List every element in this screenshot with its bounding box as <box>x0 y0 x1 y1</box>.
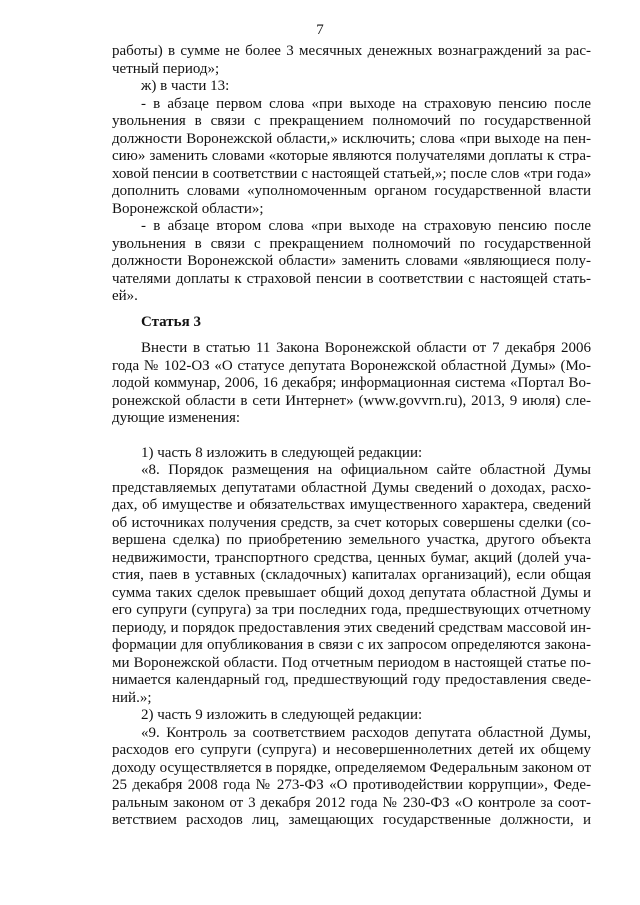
text-line: должности Воронежской области,» исключить; слова «при выходе на пен- <box>112 130 591 147</box>
text-line: ральным законом от 3 декабря 2012 года № 230-ФЗ «О контроле за соот- <box>112 794 591 811</box>
text-line: недвижимости, транспортного средства, ценных бумаг, акций (долей уча- <box>112 549 591 566</box>
text-line: представляемых депутатами областной Думы сведений о доходах, расхо- <box>112 479 591 496</box>
section-intro <box>112 340 591 428</box>
article-heading: Статья 3 <box>141 313 201 330</box>
text-line: стия, паев в уставных (складочных) капиталах организаций), если общая <box>112 567 591 583</box>
text-line: об источниках получения средств, за счет которых совершены сделки (со- <box>112 514 591 531</box>
text-line: ми Воронежской области. Под отчетным периодом в настоящей статье по- <box>112 654 591 671</box>
text-line: лодой коммунар, 2006, 16 декабря; информационная система «Портал Во- <box>112 375 591 391</box>
paragraph-gap <box>112 428 591 445</box>
text-line: 25 декабря 2008 года № 273-ФЗ «О противодействии коррупции», Феде- <box>112 777 591 793</box>
text-line: 2) часть 9 изложить в следующей редакции: <box>141 707 423 723</box>
text-line: ей». <box>112 288 138 304</box>
text-line: года № 102-ОЗ «О статусе депутата Воронежской областной Думы» (Мо- <box>112 357 591 374</box>
text-line: должности Воронежской области» заменить словами «являющиеся полу- <box>112 253 591 269</box>
page-number: 7 <box>316 22 324 38</box>
text-line: четный период»; <box>112 60 220 77</box>
section-top <box>112 43 591 306</box>
text-line: - в абзаце первом слова «при выходе на страховую пенсию после <box>141 95 591 112</box>
text-line: периоду, и порядок предоставления этих сведений средствам массовой ин- <box>112 619 591 636</box>
text-line: 1) часть 8 изложить в следующей редакции: <box>141 444 423 461</box>
text-line: формации для опубликования в связи с их запросом определяются закона- <box>112 637 591 653</box>
document-body <box>112 43 591 830</box>
text-line: дополнить словами «уполномоченным органом государственной власти <box>112 183 591 199</box>
text-line: сумма таких сделок превышает общий доход депутата областной Думы и <box>112 584 591 601</box>
text-line: ветствием расходов лиц, замещающих государственные должности, и <box>112 812 591 828</box>
text-line: расходов его супруги (супруга) и несовершеннолетних детей их общему <box>112 742 591 758</box>
text-line: чателями доплаты к страховой пенсии в соответствии с настоящей стать- <box>112 270 591 287</box>
text-line: - в абзаце втором слова «при выходе на страховую пенсию после <box>141 218 591 234</box>
text-line: «9. Контроль за соответствием расходов депутата областной Думы, <box>141 724 591 741</box>
text-line: «8. Порядок размещения на официальном сайте областной Думы <box>141 462 591 478</box>
text-line: ронежской области в сети Интернет» (www.govvrn.ru), 2013, 9 июля) сле- <box>112 392 591 409</box>
text-line: увольнения в связи с прекращением полномочий по государственной <box>112 235 591 252</box>
text-line: доходу осуществляется в порядке, определяемом Федеральным законом от <box>112 759 591 776</box>
section-body <box>112 445 591 830</box>
text-line: ховой пенсии в соответствии с настоящей статьей,»; после слов «три года» <box>112 165 592 182</box>
text-line: дующие изменения: <box>112 410 241 426</box>
text-line: Воронежской области»; <box>112 200 264 217</box>
text-line: его супруги (супруга) за три последних года, предшествующих отчетному <box>112 602 591 618</box>
text-line: ний.»; <box>112 689 152 706</box>
text-line: вершена сделка) по приобретению земельного участка, другого объекта <box>112 532 591 548</box>
text-line: дах, об имуществе и обязательствах имущественного характера, сведений <box>112 497 591 513</box>
text-line: нимается календарный год, предшествующий году предоставления сведе- <box>112 672 591 688</box>
text-line: Внести в статью 11 Закона Воронежской области от 7 декабря 2006 <box>141 340 591 356</box>
text-line: увольнения в связи с прекращением полномочий по государственной <box>112 113 591 129</box>
text-line: ж) в части 13: <box>141 78 230 94</box>
text-line: сию» заменить словами «которые являются получателями доплаты к стра- <box>112 148 591 164</box>
text-line: работы) в сумме не более 3 месячных денежных вознаграждений за рас- <box>112 43 591 59</box>
